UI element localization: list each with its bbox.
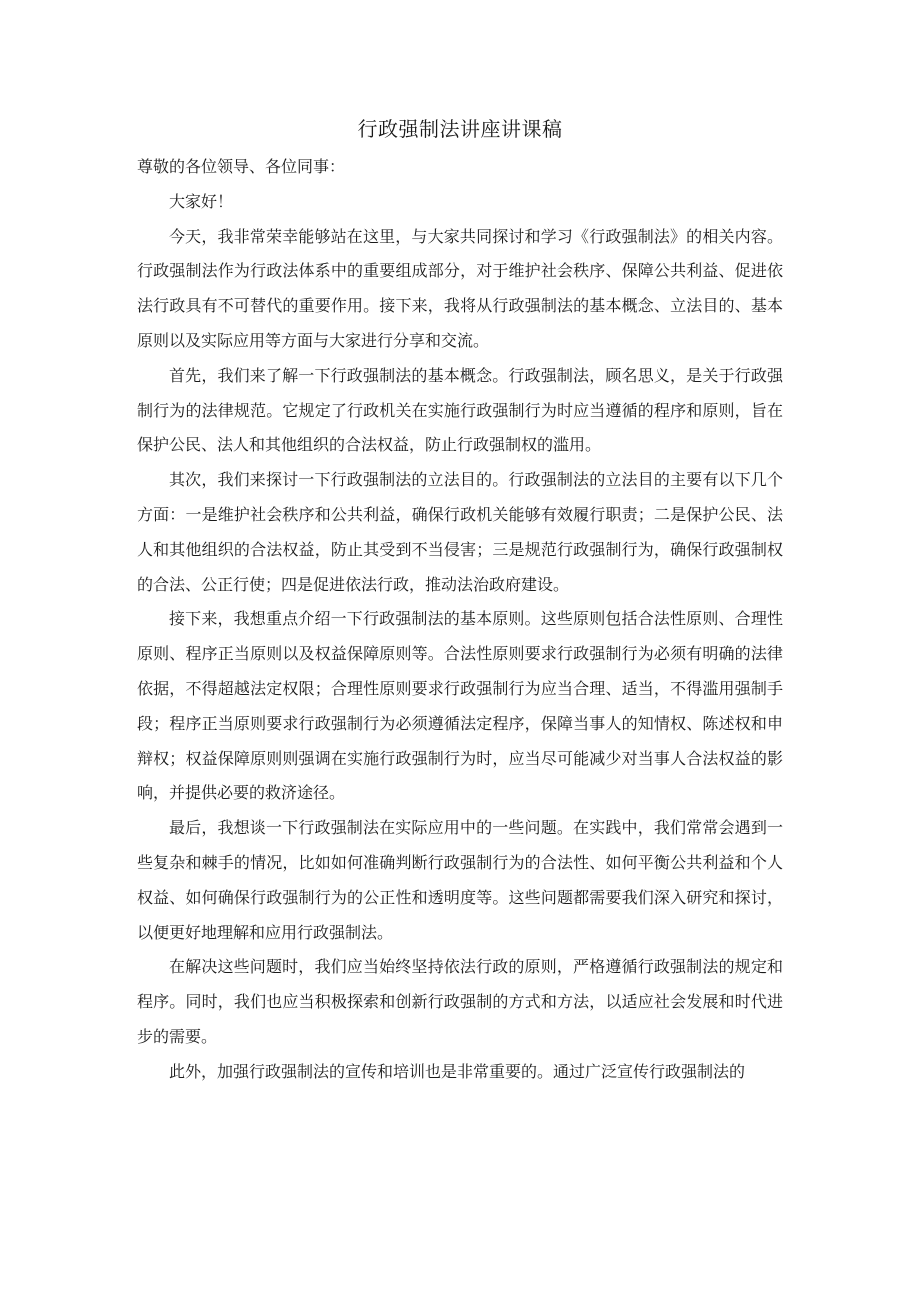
paragraph-greeting: 大家好！ <box>169 191 234 211</box>
document-title: 行政强制法讲座讲课稿 <box>357 117 563 141</box>
salutation: 尊敬的各位领导、各位同事： <box>137 157 346 176</box>
document-body <box>137 150 783 1090</box>
paragraph-practical-issues: 最后，我想谈一下行政强制法在实际应用中的一些问题。在实践中，我们常常会遇到一些复杂和棘手的情况，比如如何准确判断行政强制行为的合法性、如何平衡公共利益和个人权益、如何确保行政强制行为的公正性和透明度等。这些问题都需要我们深入研究和探讨，以便更好地理解和应用行政强制法。 <box>137 818 783 942</box>
paragraph-introduction: 今天，我非常荣幸能够站在这里，与大家共同探讨和学习《行政强制法》的相关内容。行政强制法作为行政法体系中的重要组成部分，对于维护社会秩序、保障公共利益、促进依法行政具有不可替代的重要作用。接下来，我将从行政强制法的基本概念、立法目的、基本原则以及实际应用等方面与大家进行分享和交流。 <box>137 226 783 350</box>
paragraph-publicity-training: 此外，加强行政强制法的宣传和培训也是非常重要的。通过广泛宣传行政强制法的 <box>169 1061 746 1081</box>
paragraph-basic-concept: 首先，我们来了解一下行政强制法的基本概念。行政强制法，顾名思义，是关于行政强制行为的法律规范。它规定了行政机关在实施行政强制行为时应当遵循的程序和原则，旨在保护公民、法人和其他组织的合法权益，防止行政强制权的滥用。 <box>137 365 783 455</box>
paragraph-basic-principles: 接下来，我想重点介绍一下行政强制法的基本原则。这些原则包括合法性原则、合理性原则、程序正当原则以及权益保障原则等。合法性原则要求行政强制行为必须有明确的法律依据，不得超越法定权限；合理性原则要求行政强制行为应当合理、适当，不得滥用强制手段；程序正当原则要求行政强制行为必须遵循法定程序，保障当事人的知情权、陈述权和申辩权；权益保障原则则强调在实施行政强制行为时，应当尽可能减少对当事人合法权益的影响，并提供必要的救济途径。 <box>137 609 783 803</box>
paragraph-legislative-purpose: 其次，我们来探讨一下行政强制法的立法目的。行政强制法的立法目的主要有以下几个方面：一是维护社会秩序和公共利益，确保行政机关能够有效履行职责；二是保护公民、法人和其他组织的合法权益，防止其受到不当侵害；三是规范行政强制行为，确保行政强制权的合法、公正行使；四是促进依法行政，推动法治政府建设。 <box>137 470 783 594</box>
paragraph-solutions: 在解决这些问题时，我们应当始终坚持依法行政的原则，严格遵循行政强制法的规定和程序。同时，我们也应当积极探索和创新行政强制的方式和方法，以适应社会发展和时代进步的需要。 <box>137 957 783 1046</box>
